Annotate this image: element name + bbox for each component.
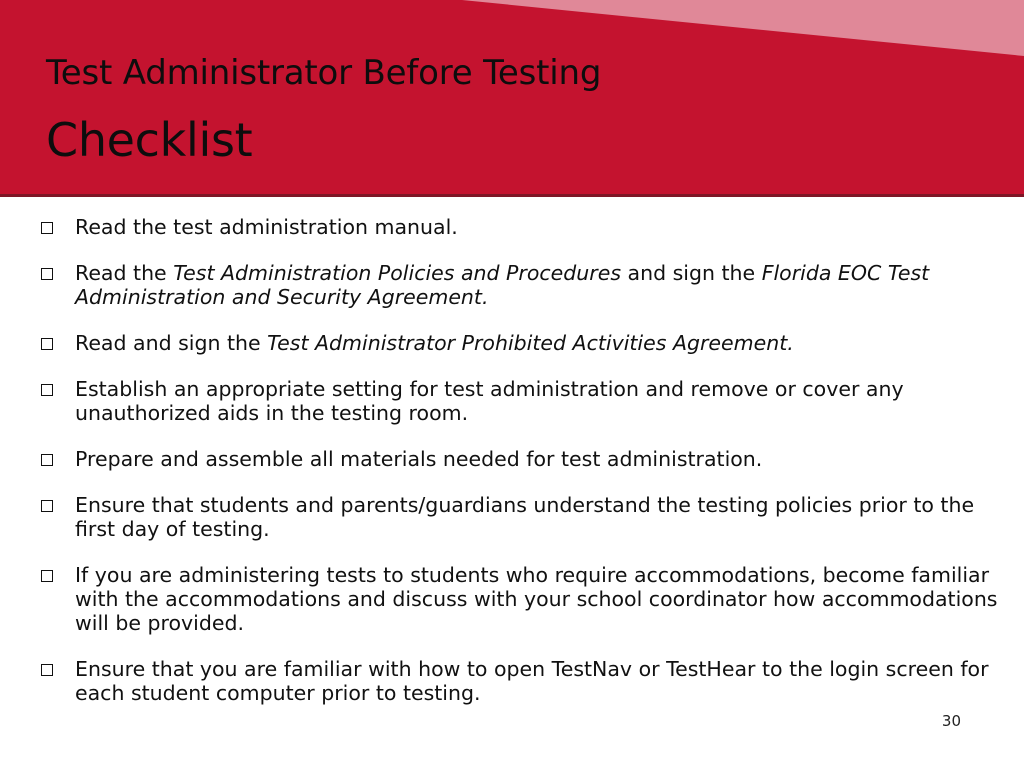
checkbox-icon <box>41 384 53 396</box>
slide-title: Test Administrator Before Testing <box>46 53 602 93</box>
header-band <box>0 0 1024 197</box>
page-number: 30 <box>941 712 961 730</box>
checkbox-icon <box>41 222 53 234</box>
item-text: Read the test administration manual. <box>75 215 458 239</box>
checkbox-icon <box>41 338 53 350</box>
checklist-item <box>38 447 1000 471</box>
checklist-item <box>38 563 1000 635</box>
item-text: Ensure that students and parents/guardians understand the testing policies prior to the first day of testing. <box>75 493 975 541</box>
checkbox-icon <box>41 664 53 676</box>
item-text: Prepare and assemble all materials needed for test administration. <box>75 447 763 471</box>
item-text: Establish an appropriate setting for test administration and remove or cover any unauthorized aids in the testing room. <box>75 377 904 425</box>
item-text: Ensure that you are familiar with how to open TestNav or TestHear to the login screen for each student computer prior to testing. <box>75 657 989 705</box>
checklist-item <box>38 493 1000 541</box>
checkbox-icon <box>41 570 53 582</box>
checkbox-icon <box>41 268 53 280</box>
checklist-item <box>38 377 1000 425</box>
checklist-item <box>38 331 1000 355</box>
checklist-item <box>38 261 1000 309</box>
slide-subtitle: Checklist <box>46 113 253 167</box>
header-divider <box>0 194 1024 197</box>
checklist-item <box>38 215 1000 239</box>
item-text: If you are administering tests to students who require accommodations, become familiar with the accommodations and discuss with your school coordinator how accommodations will be provided. <box>75 563 998 635</box>
checklist <box>38 215 1000 727</box>
item-text-italic: Test Administrator Prohibited Activities Agreement. <box>267 331 794 355</box>
item-text: Read and sign the <box>75 331 268 355</box>
item-text-italic: Florida EOC Test Administration and Security Agreement. <box>75 261 930 309</box>
checkbox-icon <box>41 454 53 466</box>
item-text: and sign the <box>621 261 762 285</box>
item-text-italic: Test Administration Policies and Procedures <box>173 261 622 285</box>
item-text: Read the <box>75 261 174 285</box>
header-accent-stripe <box>0 0 1024 197</box>
checkbox-icon <box>41 500 53 512</box>
checklist-item <box>38 657 1000 705</box>
